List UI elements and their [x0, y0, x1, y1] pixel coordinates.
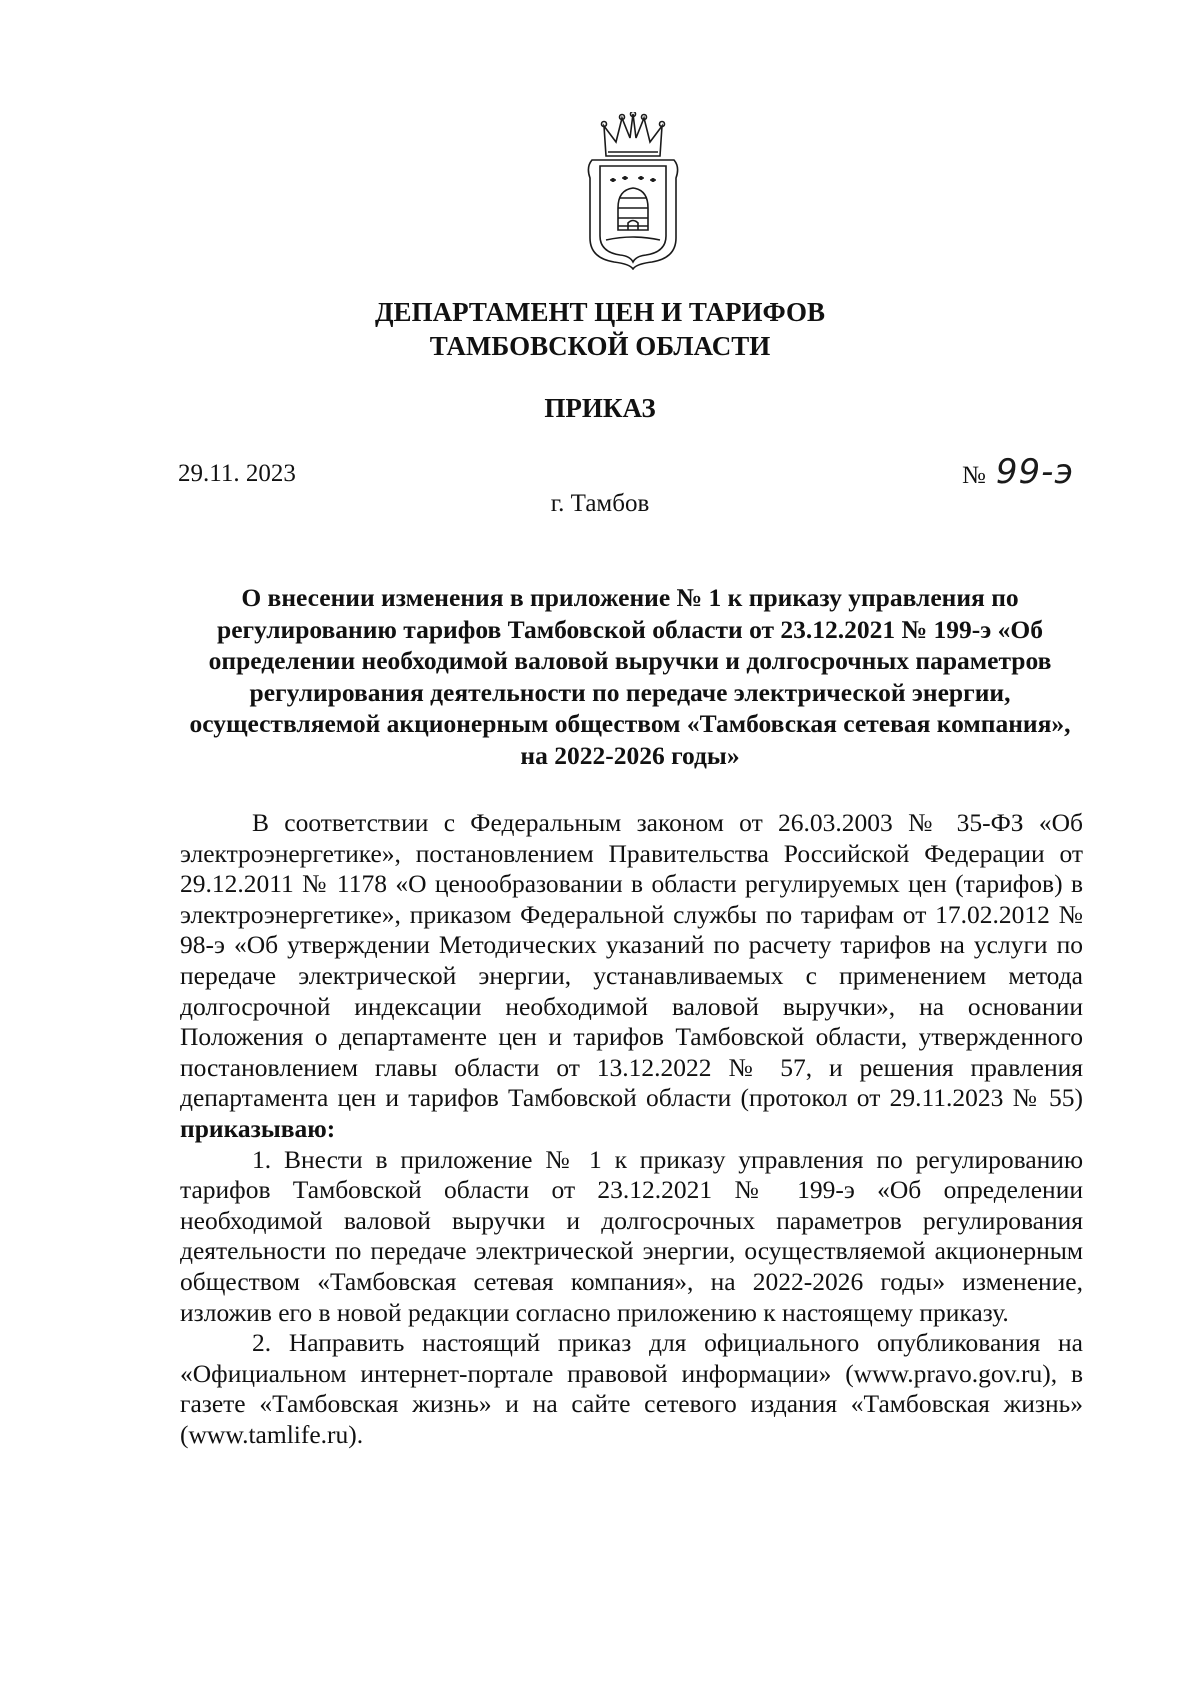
order-body — [180, 808, 1083, 1450]
order-date: 29.11. 2023 — [178, 460, 296, 487]
preamble-command: приказываю: — [180, 1113, 336, 1143]
order-number — [962, 452, 1074, 492]
handwritten-order-number: 99-э — [995, 452, 1075, 492]
order-subject: О внесении изменения в приложение № 1 к приказу управления по регулированию тарифов Тамбовской области от 23.12.2021 № 199-э «Об определении необходимой валовой выручки и долгосрочных параметров регулирования деятельности по передаче электрической энергии, осуществляемой акционерным обществом «Тамбовская сетевая компания», на 2022-2026 годы» — [189, 583, 1071, 770]
preamble-paragraph — [180, 808, 1083, 1145]
department-name — [0, 295, 1200, 363]
item-2-paragraph: 2. Направить настоящий приказ для официального опубликования на «Официальном интернет-портале правовой информации» (www.pravo.gov.ru), в газете «Тамбовская жизнь» и на сайте сетевого издания «Тамбовская жизнь» (www.tamlife.ru). — [180, 1328, 1083, 1449]
number-sign: № — [962, 462, 986, 489]
department-line-2: ТАМБОВСКОЙ ОБЛАСТИ — [429, 331, 771, 361]
tambov-coat-of-arms-icon — [584, 112, 682, 270]
department-line-1: ДЕПАРТАМЕНТ ЦЕН И ТАРИФОВ — [374, 297, 826, 327]
item-1-paragraph: 1. Внести в приложение № 1 к приказу управления по регулированию тарифов Тамбовской области от 23.12.2021 № 199-э «Об определении необходимой валовой выручки и долгосрочных параметров регулирования деятельности по передаче электрической энергии, осуществляемой акционерным обществом «Тамбовская сетевая компания», на 2022-2026 годы» изменение, изложив его в новой редакции согласно приложению к настоящему приказу. — [180, 1144, 1083, 1327]
order-city: г. Тамбов — [550, 490, 650, 517]
preamble-text: В соответствии с Федеральным законом от 26.03.2003 № 35-ФЗ «Об электроэнергетике», постановлением Правительства Российской Федерации от 29.12.2011 № 1178 «О ценообразовании в области регулируемых цен (тарифов) в электроэнергетике», приказом Федеральной службы по тарифам от 17.02.2012 № 98-э «Об утверждении Методических указаний по расчету тарифов на услуги по передаче электрической энергии, устанавливаемых с применением метода долгосрочной индексации необходимой валовой выручки», на основании Положения о департаменте цен и тарифов Тамбовской области, утвержденного постановлением главы области от 13.12.2022 № 57, и решения правления департамента цен и тарифов Тамбовской области (протокол от 29.11.2023 № 55) — [180, 808, 1083, 1113]
document-type-title: ПРИКАЗ — [544, 393, 656, 423]
